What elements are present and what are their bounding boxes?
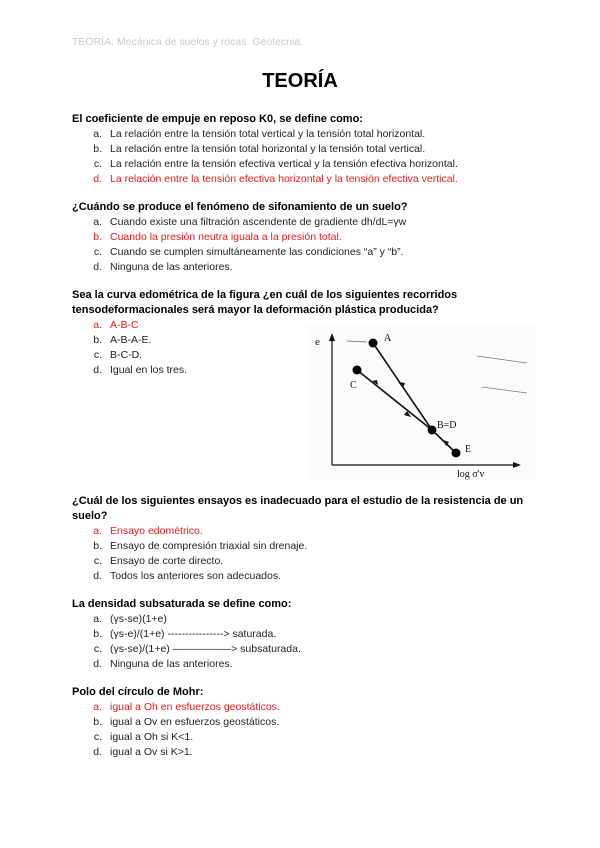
option-d: d. Todos los anteriores son adecuados.	[93, 570, 282, 582]
question-text: ¿Cuándo se produce el fenómeno de sifonamiento de un suelo?	[72, 201, 408, 213]
option-d-correct: d. La relación entre la tensión efectiva horizontal y la tensión efectiva vertical.	[93, 173, 458, 185]
question-text: Polo del círculo de Mohr:	[72, 686, 204, 698]
question-5	[72, 597, 542, 672]
option-b: b. (γs-e)/(1+e) ----------------> saturada.	[93, 628, 277, 640]
option-b: b. La relación entre la tensión total horizontal y la tensión total vertical.	[93, 143, 426, 155]
option-b: b. igual a Ov en esfuerzos geostáticos.	[93, 716, 280, 728]
svg-text:B=D: B=D	[437, 420, 457, 431]
page-header: TEORÍA: Mecánica de suelos y rocas. Geotecnia.	[72, 36, 304, 48]
option-a: a. (γs-se)(1+e)	[93, 613, 167, 625]
option-d: d. Ninguna de las anteriores.	[93, 658, 233, 670]
option-c: c. Cuando se cumplen simultáneamente las condiciones “a” y “b”.	[93, 246, 404, 258]
option-d: d. Igual en los tres.	[93, 364, 188, 376]
option-a: a. Cuando existe una filtración ascendente de gradiente dh/dL=γw	[93, 216, 407, 228]
question-text: El coeficiente de empuje en reposo K0, se define como:	[72, 113, 363, 125]
option-a: a. La relación entre la tensión total vertical y la tensión total horizontal.	[93, 128, 426, 140]
page-title: TEORÍA	[262, 70, 338, 92]
point-c	[353, 366, 362, 375]
point-a	[369, 339, 378, 348]
option-d: d. igual a Ov si K>1.	[93, 746, 193, 758]
option-b: b. A-B-A-E.	[93, 334, 152, 346]
option-b: b. Ensayo de compresión triaxial sin drenaje.	[93, 540, 308, 552]
svg-text:E: E	[465, 444, 472, 455]
option-c: c. (γs-se)/(1+e) ––––––––––> subsaturada.	[93, 643, 301, 655]
y-axis-label: e	[315, 336, 320, 348]
question-text: Sea la curva edométrica de la figura ¿en cuál de los siguientes recorridos tensodeformacionales será mayor la deformación plástica producida?	[72, 289, 458, 316]
svg-text:A: A	[384, 333, 392, 344]
option-c: c. La relación entre la tensión efectiva vertical y la tensión efectiva horizontal.	[93, 158, 458, 170]
option-b-correct: b. Cuando la presión neutra iguala a la presión total.	[93, 231, 342, 243]
point-e	[452, 449, 461, 458]
option-c: c. B-C-D.	[93, 349, 143, 361]
question-1	[72, 112, 542, 187]
svg-text:C: C	[350, 380, 357, 391]
option-c: c. Ensayo de corte directo.	[93, 555, 224, 567]
question-text: ¿Cuál de los siguientes ensayos es inadecuado para el estudio de la resistencia de un suelo?	[72, 495, 524, 522]
point-bd	[428, 426, 437, 435]
option-a-correct: a. igual a Oh en esfuerzos geostáticos.	[93, 701, 280, 713]
option-a-correct: a. A-B-C	[93, 319, 139, 331]
edometric-curve-figure	[307, 325, 537, 480]
option-c: c. igual a Oh si K<1.	[93, 731, 194, 743]
x-axis-label: log σ'v	[457, 469, 485, 480]
question-2	[72, 200, 542, 275]
option-a-correct: a. Ensayo edométrico.	[93, 525, 203, 537]
option-d: d. Ninguna de las anteriores.	[93, 261, 233, 273]
question-6	[72, 685, 542, 760]
question-text: La densidad subsaturada se define como:	[72, 598, 292, 610]
question-4	[72, 494, 542, 584]
